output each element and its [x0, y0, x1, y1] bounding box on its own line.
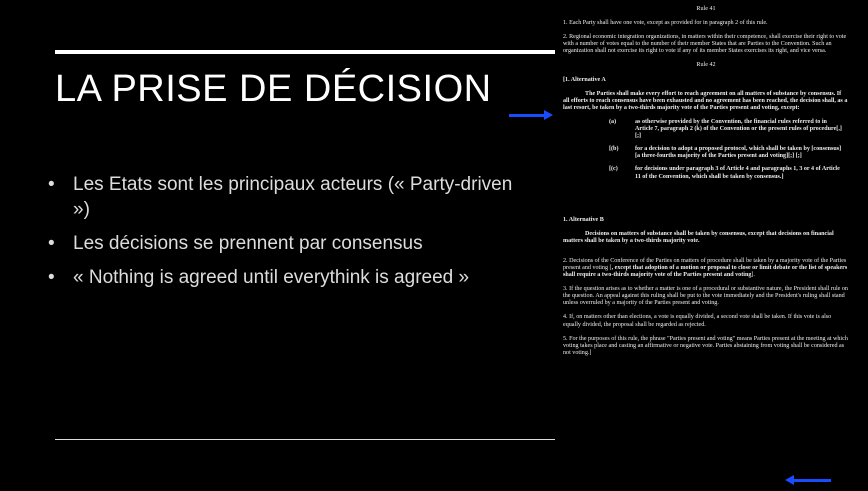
title-top-rule: [55, 50, 555, 54]
alternative-b-heading: 1. Alternative B: [563, 216, 604, 223]
bullet-text: Les Etats sont les principaux acteurs (« Party-driven »): [73, 174, 513, 220]
rule41-heading: Rule 41: [696, 6, 716, 12]
bullet-dot-icon: •: [48, 233, 55, 254]
bullet-dot-icon: •: [48, 174, 55, 195]
item-text: for decisions under paragraph 3 of Article 4 and paragraphs 1, 3 or 4 of Article 11 of the Convention, which shall be taken by consensus.]: [635, 166, 840, 180]
paragraph-2-end: ].: [751, 272, 755, 279]
bullet-dot-icon: •: [48, 267, 55, 288]
alternative-b-text: Decisions on matters of substance shall be taken by consensus, except that decisions on financial matters shall be taken by a two-thirds majority vote.: [563, 230, 834, 244]
bullet-text: Les décisions se prennent par consensus: [73, 233, 423, 254]
alternative-a-item: [609, 146, 843, 160]
bullet-item: [48, 231, 518, 256]
bullet-text: « Nothing is agreed until everythink is agreed »: [73, 267, 470, 288]
alternative-a-item: [609, 119, 843, 140]
rules-document-excerpt: [563, 6, 849, 364]
item-label: [(c): [609, 166, 618, 173]
slide-title: LA PRISE DE DÉCISION: [55, 68, 492, 110]
rule41-paragraph-2: 2. Regional economic integration organizations, in matters within their competence, shall exercise their right to vote with a number of votes equal to the number of their member States that are Parties to the Convention. Such an organization shall not exercise its right to vote if any of its member States exercises its right, and vice versa.: [563, 34, 847, 55]
bullet-list: [48, 172, 518, 299]
rule42-heading: Rule 42: [696, 62, 716, 69]
rule42-paragraph-5: 5. For the purposes of this rule, the phrase "Parties present and voting" means Parties present at the meeting at which voting takes place and casting an affirmative or negative vote. Parties abstaining from voting shall be considered as not voting.]: [563, 335, 848, 356]
alternative-a-heading: [1. Alternative A: [563, 76, 606, 83]
alternative-a-text: The Parties shall make every effort to reach agreement on all matters of substance by consensus. If all efforts to reach consensus have been exhausted and no agreement has been reached, the decision shall, as a last resort, be taken by a two-thirds majority vote of the Parties present and voting, except:: [563, 90, 848, 111]
bullet-item: [48, 265, 518, 290]
bottom-rule: [55, 439, 555, 440]
item-text: as otherwise provided by the Convention, the financial rules referred to in Article 7, paragraph 2 (k) of the Convention or the present rules of procedure[,] [;]: [635, 118, 842, 140]
arrow-left-icon: [793, 479, 831, 482]
paragraph-2-plain: 2. Decisions of the Conference of the Parties on matters of procedure shall be taken by a majority vote of the Parties present and voting [: [563, 257, 847, 271]
item-label: (a): [609, 118, 617, 125]
item-text: for a decision to adopt a proposed protocol, which shall be taken by [consensus] [a three-fourths majority of the Parties present and voting][;] [;]: [635, 146, 842, 160]
rule42-paragraph-2: [563, 258, 849, 279]
alternative-a-item: [609, 166, 843, 180]
bullet-item: [48, 172, 518, 222]
rule41-paragraph-1: 1. Each Party shall have one vote, except as provided for in paragraph 2 of this rule.: [563, 20, 768, 27]
item-label: [(b): [609, 146, 619, 153]
rule42-paragraph-4: 4. If, on matters other than elections, a vote is equally divided, a second vote shall be taken. If this vote is also equally divided, the proposal shall be regarded as rejected.: [563, 314, 832, 328]
rule42-paragraph-3: 3. If the question arises as to whether a matter is one of a procedural or substantive nature, the President shall rule on the question. An appeal against this ruling shall be put to the vote immediately and the President's ruling shall stand unless overruled by a majority of the Parties present and voting.: [563, 286, 848, 307]
arrow-right-icon: [509, 114, 545, 117]
paragraph-2-bold: , except that adoption of a motion or proposal to close or limit debate or the list of speakers shall require a two-thirds majority vote of the Parties present and voting: [563, 264, 848, 279]
